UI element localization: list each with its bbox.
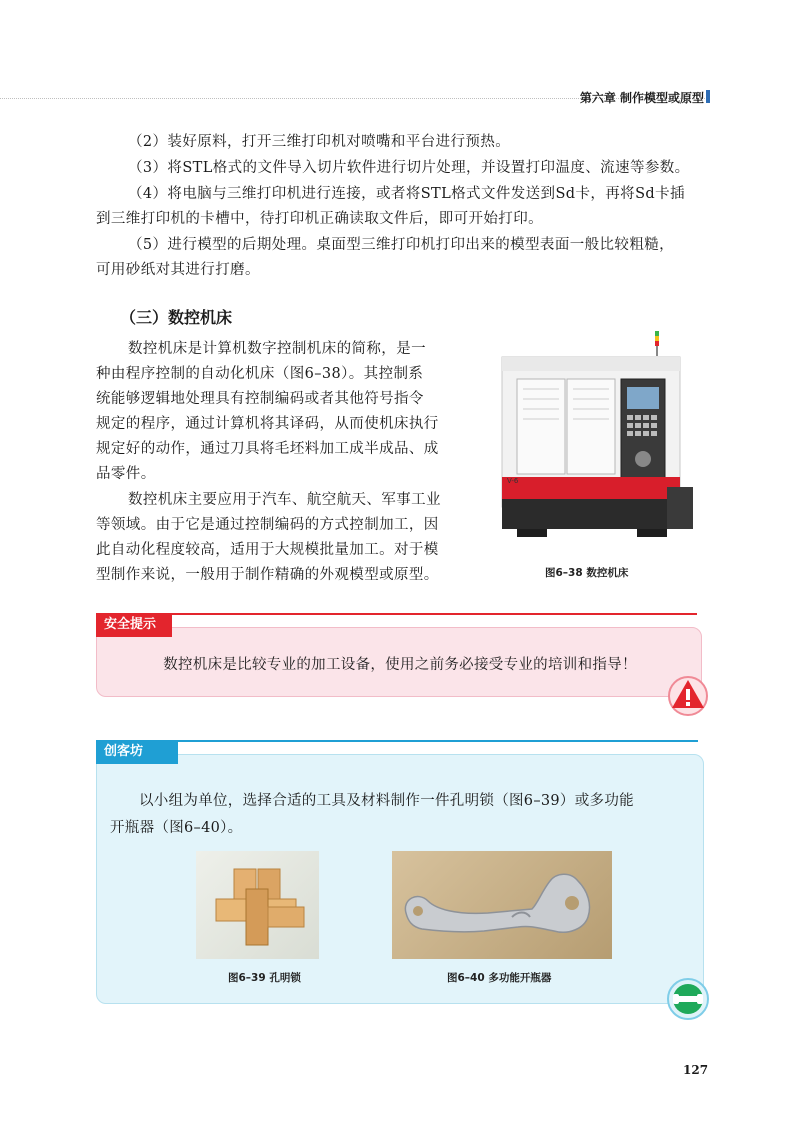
section-title: （三）数控机床 — [120, 308, 233, 327]
maker-tab-rule — [178, 740, 698, 742]
step-3: （3）将STL格式的文件导入切片软件进行切片处理，并设置打印温度、流速等参数。 — [128, 160, 690, 176]
figure-6-39-caption: 图6–39 孔明锁 — [228, 972, 301, 984]
maker-workshop-tab: 创客坊 — [96, 740, 178, 764]
cnc-para2-line-2: 等领域。由于它是通过控制编码的方式控制加工，因 — [96, 517, 439, 533]
machine-model-label: V-6 — [507, 477, 519, 485]
cnc-para2-line-1: 数控机床主要应用于汽车、航空航天、军事工业 — [128, 492, 441, 508]
bottle-opener-image — [392, 851, 612, 959]
cnc-para2-line-3: 此自动化程度较高，适用于大规模批量加工。对于模 — [96, 542, 439, 558]
kongming-lock-image — [196, 851, 319, 959]
figure-6-38-caption: 图6–38 数控机床 — [545, 567, 629, 579]
cnc-para1-line-4: 规定的程序，通过计算机将其译码，从而使机床执行 — [96, 416, 439, 432]
cnc-para1-line-2: 种由程序控制的自动化机床（图6–38）。其控制系 — [96, 366, 424, 382]
chapter-title: 第六章 制作模型或原型 — [579, 91, 704, 105]
step-5-line-2: 可用砂纸对其进行打磨。 — [96, 262, 260, 278]
maker-text-line-1: 以小组为单位，选择合适的工具及材料制作一件孔明锁（图6–39）或多功能 — [139, 793, 634, 809]
maker-text-line-2: 开瓶器（图6–40）。 — [110, 820, 243, 836]
header-accent-bar — [706, 90, 710, 103]
warning-icon — [664, 672, 712, 716]
step-4-line-1: （4）将电脑与三维打印机进行连接，或者将STL格式文件发送到Sd卡，再将Sd卡插 — [128, 186, 685, 202]
cnc-para1-line-1: 数控机床是计算机数字控制机床的简称，是一 — [128, 341, 426, 357]
safety-tip-tab: 安全提示 — [96, 613, 172, 637]
cnc-para1-line-3: 统能够逻辑地处理具有控制编码或者其他符号指令 — [96, 391, 424, 407]
safety-tip-text: 数控机床是比较专业的加工设备，使用之前务必接受专业的培训和指导！ — [163, 657, 637, 673]
step-4-line-2: 到三维打印机的卡槽中，待打印机正确读取文件后，即可开始打印。 — [96, 211, 543, 227]
cnc-para2-line-4: 型制作来说，一般用于制作精确的外观模型或原型。 — [96, 567, 439, 583]
figure-6-40-caption: 图6–40 多功能开瓶器 — [447, 972, 552, 984]
cnc-para1-line-6: 品零件。 — [96, 466, 156, 482]
page-number: 127 — [683, 1063, 709, 1077]
safety-tab-rule — [172, 613, 697, 615]
step-5-line-1: （5）进行模型的后期处理。桌面型三维打印机打印出来的模型表面一般比较粗糙， — [128, 237, 675, 253]
maker-workshop-icon — [664, 976, 712, 1022]
cnc-machine-image — [497, 327, 697, 552]
step-2: （2）装好原料，打开三维打印机对喷嘴和平台进行预热。 — [128, 134, 511, 150]
cnc-para1-line-5: 规定好的动作，通过刀具将毛坯料加工成半成品、成 — [96, 441, 439, 457]
